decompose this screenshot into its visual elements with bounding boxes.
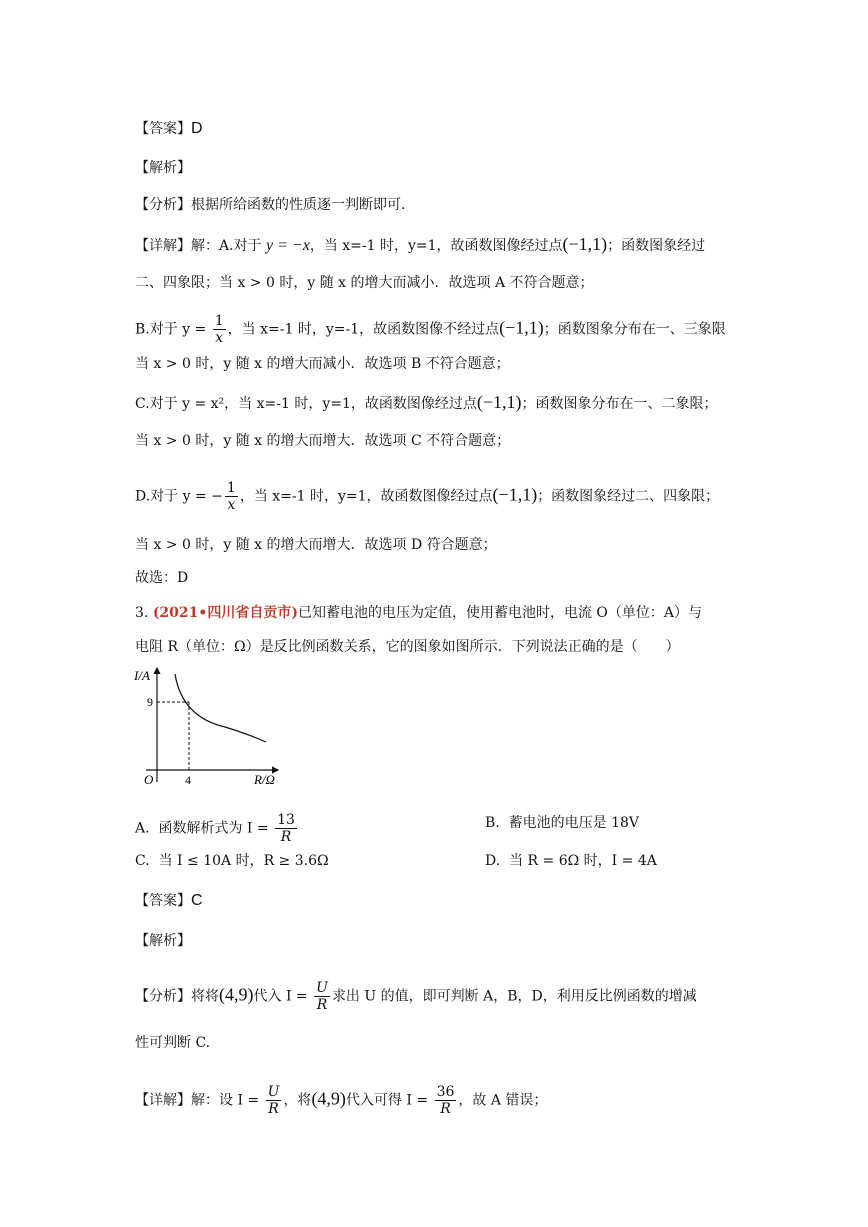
fenxi-2-text-1: 将将	[191, 988, 219, 1005]
line-d-text-2: ，当 x=-1 时，y=1，故函数图像经过点	[239, 488, 493, 505]
detail-2-numerator-2: 36	[436, 1084, 455, 1100]
question-source: (2021•四川省自贡市)	[152, 605, 298, 621]
analysis-heading-1	[135, 157, 191, 179]
detail-line-b	[135, 313, 726, 346]
line-b-denominator: x	[215, 330, 224, 346]
fenxi-2-numerator: U	[316, 980, 328, 996]
line-d-numerator: 1	[226, 480, 236, 496]
line-d-point: (−1,1)	[492, 484, 538, 505]
option-b	[485, 812, 639, 834]
option-d	[485, 850, 657, 872]
conclusion-line: 故选：D	[135, 570, 189, 586]
fenxi-2-point: (4,9)	[219, 984, 254, 1005]
option-b-text: 蓄电池的电压是 18V	[508, 815, 640, 831]
line-c-text-1: C.对于 y = x²，当 x=-1 时，y=1，故函数图像经过点	[135, 396, 477, 412]
option-a-text: 函数解析式为 I =	[158, 820, 274, 837]
question-text-1: 已知蓄电池的电压为定值，使用蓄电池时，电流 O（单位：A）与	[297, 605, 703, 621]
fenxi-2-text-3: 求出 U 的值，即可判断 A，B，D，利用反比例函数的增减	[331, 988, 697, 1005]
analysis-label: 【解析】	[135, 160, 191, 176]
detail-2-text-4: ，故 A 错误；	[458, 1092, 548, 1109]
option-d-label: D.	[485, 853, 501, 869]
fenxi-2-text-2: 代入 I =	[253, 988, 313, 1005]
line-d-fraction	[225, 480, 238, 513]
line-a-continuation: 二、四象限；当 x > 0 时，y 随 x 的增大而减小．故选项 A 不符合题意；	[135, 275, 594, 291]
line-d-denominator: x	[227, 497, 236, 513]
fenxi-2-continuation: 性可判断 C.	[135, 1035, 211, 1051]
line-a-text-3: ；函数图象经过	[607, 238, 706, 254]
line-b-text-3: ；函数图象分布在一、三象限	[543, 321, 726, 338]
option-d-text: 当 R = 6Ω 时，I = 4A	[509, 853, 657, 869]
line-a-point: (−1,1)	[562, 234, 608, 254]
detail-line-c	[135, 391, 718, 415]
fenxi-label: 【分析】	[135, 197, 191, 213]
line-b-point: (−1,1)	[499, 317, 544, 338]
detail-2-denominator-2: R	[440, 1101, 451, 1117]
option-a	[135, 812, 299, 845]
option-c-text: 当 I ≤ 10A 时，R ≥ 3.6Ω	[158, 853, 329, 869]
option-c-label: C.	[135, 853, 150, 869]
option-b-label: B.	[485, 815, 500, 831]
detail-2-denominator-1: R	[268, 1101, 279, 1117]
answer-line-2	[135, 890, 203, 912]
line-b-text-2: ，当 x=-1 时，y=-1，故函数图像不经过点	[227, 321, 500, 338]
answer-label-2: 【答案】	[135, 893, 191, 909]
option-a-label: A.	[135, 820, 150, 837]
origin-label: O	[144, 772, 154, 787]
fenxi-2-denominator: R	[316, 997, 328, 1013]
line-c-point: (−1,1)	[476, 392, 522, 412]
detail-2-text-1: 解：设 I =	[191, 1092, 264, 1109]
fenxi-line-2	[135, 980, 697, 1013]
line-a-text-2: ，当 x=-1 时，y=1，故函数图像经过点	[309, 238, 563, 254]
analysis-label-2: 【解析】	[135, 933, 191, 949]
question-number: 3.	[135, 605, 153, 621]
line-d-text-3: ；函数图象经过二、四象限；	[537, 488, 720, 505]
x-tick-label: 4	[185, 773, 191, 787]
answer-value: D	[191, 120, 203, 137]
fenxi-line-1	[135, 194, 405, 216]
fenxi-2-fraction	[314, 980, 330, 1013]
fenxi-text: 根据所给函数的性质逐一判断即可.	[191, 197, 406, 213]
detail-2-text-3: 代入可得 I =	[345, 1092, 433, 1109]
line-c-continuation: 当 x > 0 时，y 随 x 的增大而增大．故选项 C 不符合题意；	[135, 433, 511, 449]
detail-label: 【详解】	[135, 238, 191, 254]
y-axis-label: I/A	[134, 668, 150, 683]
line-d-continuation: 当 x > 0 时，y 随 x 的增大而增大．故选项 D 符合题意；	[135, 537, 497, 553]
question-3-line-1	[135, 602, 702, 624]
line-b-text-1: B.对于 y =	[135, 321, 211, 338]
fenxi-label-2: 【分析】	[135, 988, 191, 1005]
detail-2-text-2: ，将	[283, 1092, 312, 1109]
line-b-numerator: 1	[214, 313, 224, 329]
detail-2-fraction-2	[435, 1084, 457, 1117]
line-b-fraction	[213, 313, 226, 346]
answer-value-2: C	[191, 892, 203, 909]
detail-line-2	[135, 1084, 547, 1117]
detail-2-numerator-1: U	[267, 1084, 280, 1100]
detail-line-a	[135, 233, 705, 257]
inverse-proportion-graph	[130, 662, 280, 788]
answer-label: 【答案】	[135, 121, 191, 137]
option-a-numerator: 13	[277, 812, 295, 828]
line-d-text-1: D.对于 y = −	[135, 488, 223, 505]
option-c	[135, 850, 329, 872]
detail-line-d	[135, 480, 719, 513]
option-a-fraction	[275, 812, 297, 845]
line-c-text-2: ；函数图象分布在一、二象限；	[521, 396, 718, 412]
detail-2-point: (4,9)	[311, 1088, 346, 1109]
line-a-function: y = −x	[266, 237, 310, 254]
detail-2-fraction-1	[266, 1084, 282, 1117]
analysis-heading-2	[135, 930, 191, 952]
answer-line-1	[135, 118, 203, 140]
line-b-continuation: 当 x > 0 时，y 随 x 的增大而减小．故选项 B 不符合题意；	[135, 356, 510, 372]
line-a-text-1: 解：A.对于	[191, 238, 267, 254]
option-a-denominator: R	[280, 829, 292, 845]
detail-label-2: 【详解】	[135, 1092, 191, 1109]
question-3-line-2: 电阻 R（单位：Ω）是反比例函数关系，它的图象如图所示．下列说法正确的是（ ）	[135, 639, 680, 655]
x-axis-label: R/Ω	[254, 772, 275, 787]
y-tick-label: 9	[147, 695, 153, 709]
